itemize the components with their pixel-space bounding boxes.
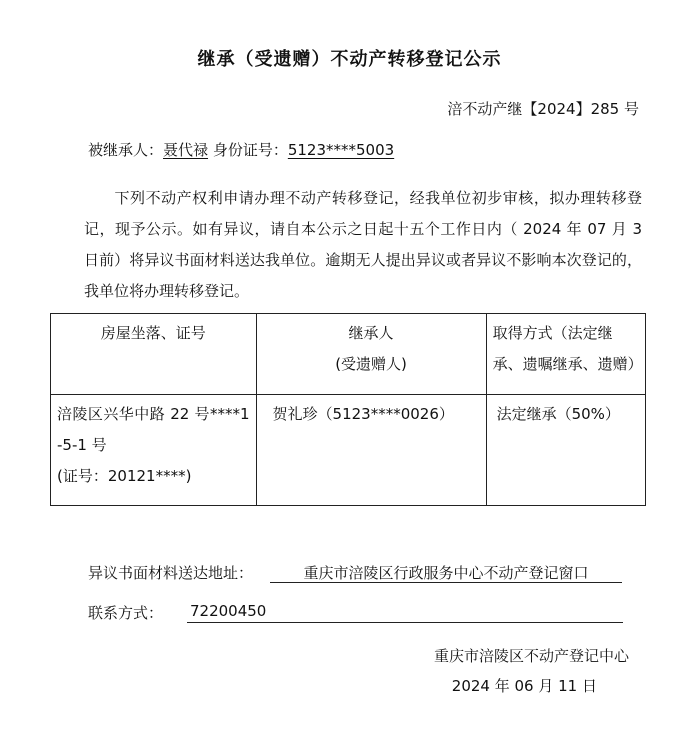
decedent-label: 被继承人：	[88, 141, 164, 159]
issue-date: 2024 年 06 月 11 日	[451, 677, 597, 695]
decedent-info	[88, 139, 394, 160]
objection-address-label: 异议书面材料送达地址：	[88, 564, 254, 582]
contact-value: 72200450	[190, 602, 267, 620]
header-heir-line1: 继承人	[348, 324, 394, 342]
cell-property	[51, 395, 257, 506]
cell-heir: 贺礼珍（5123****0026）	[256, 395, 486, 506]
registration-table	[50, 313, 646, 506]
property-cert: (证号：20121****)	[57, 467, 192, 485]
decedent-id-label: 身份证号：	[212, 141, 288, 159]
notice-paragraph	[84, 183, 642, 307]
contact-label: 联系方式：	[88, 604, 164, 622]
decedent-name: 聂代禄	[163, 141, 209, 159]
header-heir	[256, 314, 486, 395]
issuer-name: 重庆市涪陵区不动产登记中心	[433, 647, 629, 665]
cell-method: 法定继承（50%）	[486, 395, 645, 506]
notice-text: 下列不动产权利申请办理不动产转移登记，经我单位初步审核，拟办理转移登记，现予公示。如有异议，请自本公示之日起十五个工作日内（ 2024 年 07 月 3 日前）将异议书面材料送达我单位。逾期无人提出异议或者异议不影响本次登记的，我单位将办理转移登记。	[84, 189, 642, 300]
decedent-id-value: 5123****5003	[287, 141, 395, 159]
contact-underline	[187, 622, 623, 623]
page-title: 继承（受遗赠）不动产转移登记公示	[197, 49, 502, 70]
table-row	[51, 395, 646, 506]
header-property: 房屋坐落、证号	[51, 314, 257, 395]
header-heir-line2: (受遗赠人)	[335, 355, 407, 373]
property-address: 涪陵区兴华中路 22 号****1-5-1 号	[57, 405, 250, 454]
table-header-row	[51, 314, 646, 395]
document-number: 涪不动产继【2024】285 号	[447, 100, 639, 118]
objection-address-value: 重庆市涪陵区行政服务中心不动产登记窗口	[303, 564, 589, 582]
header-method: 取得方式（法定继承、遗嘱继承、遗赠）	[486, 314, 645, 395]
